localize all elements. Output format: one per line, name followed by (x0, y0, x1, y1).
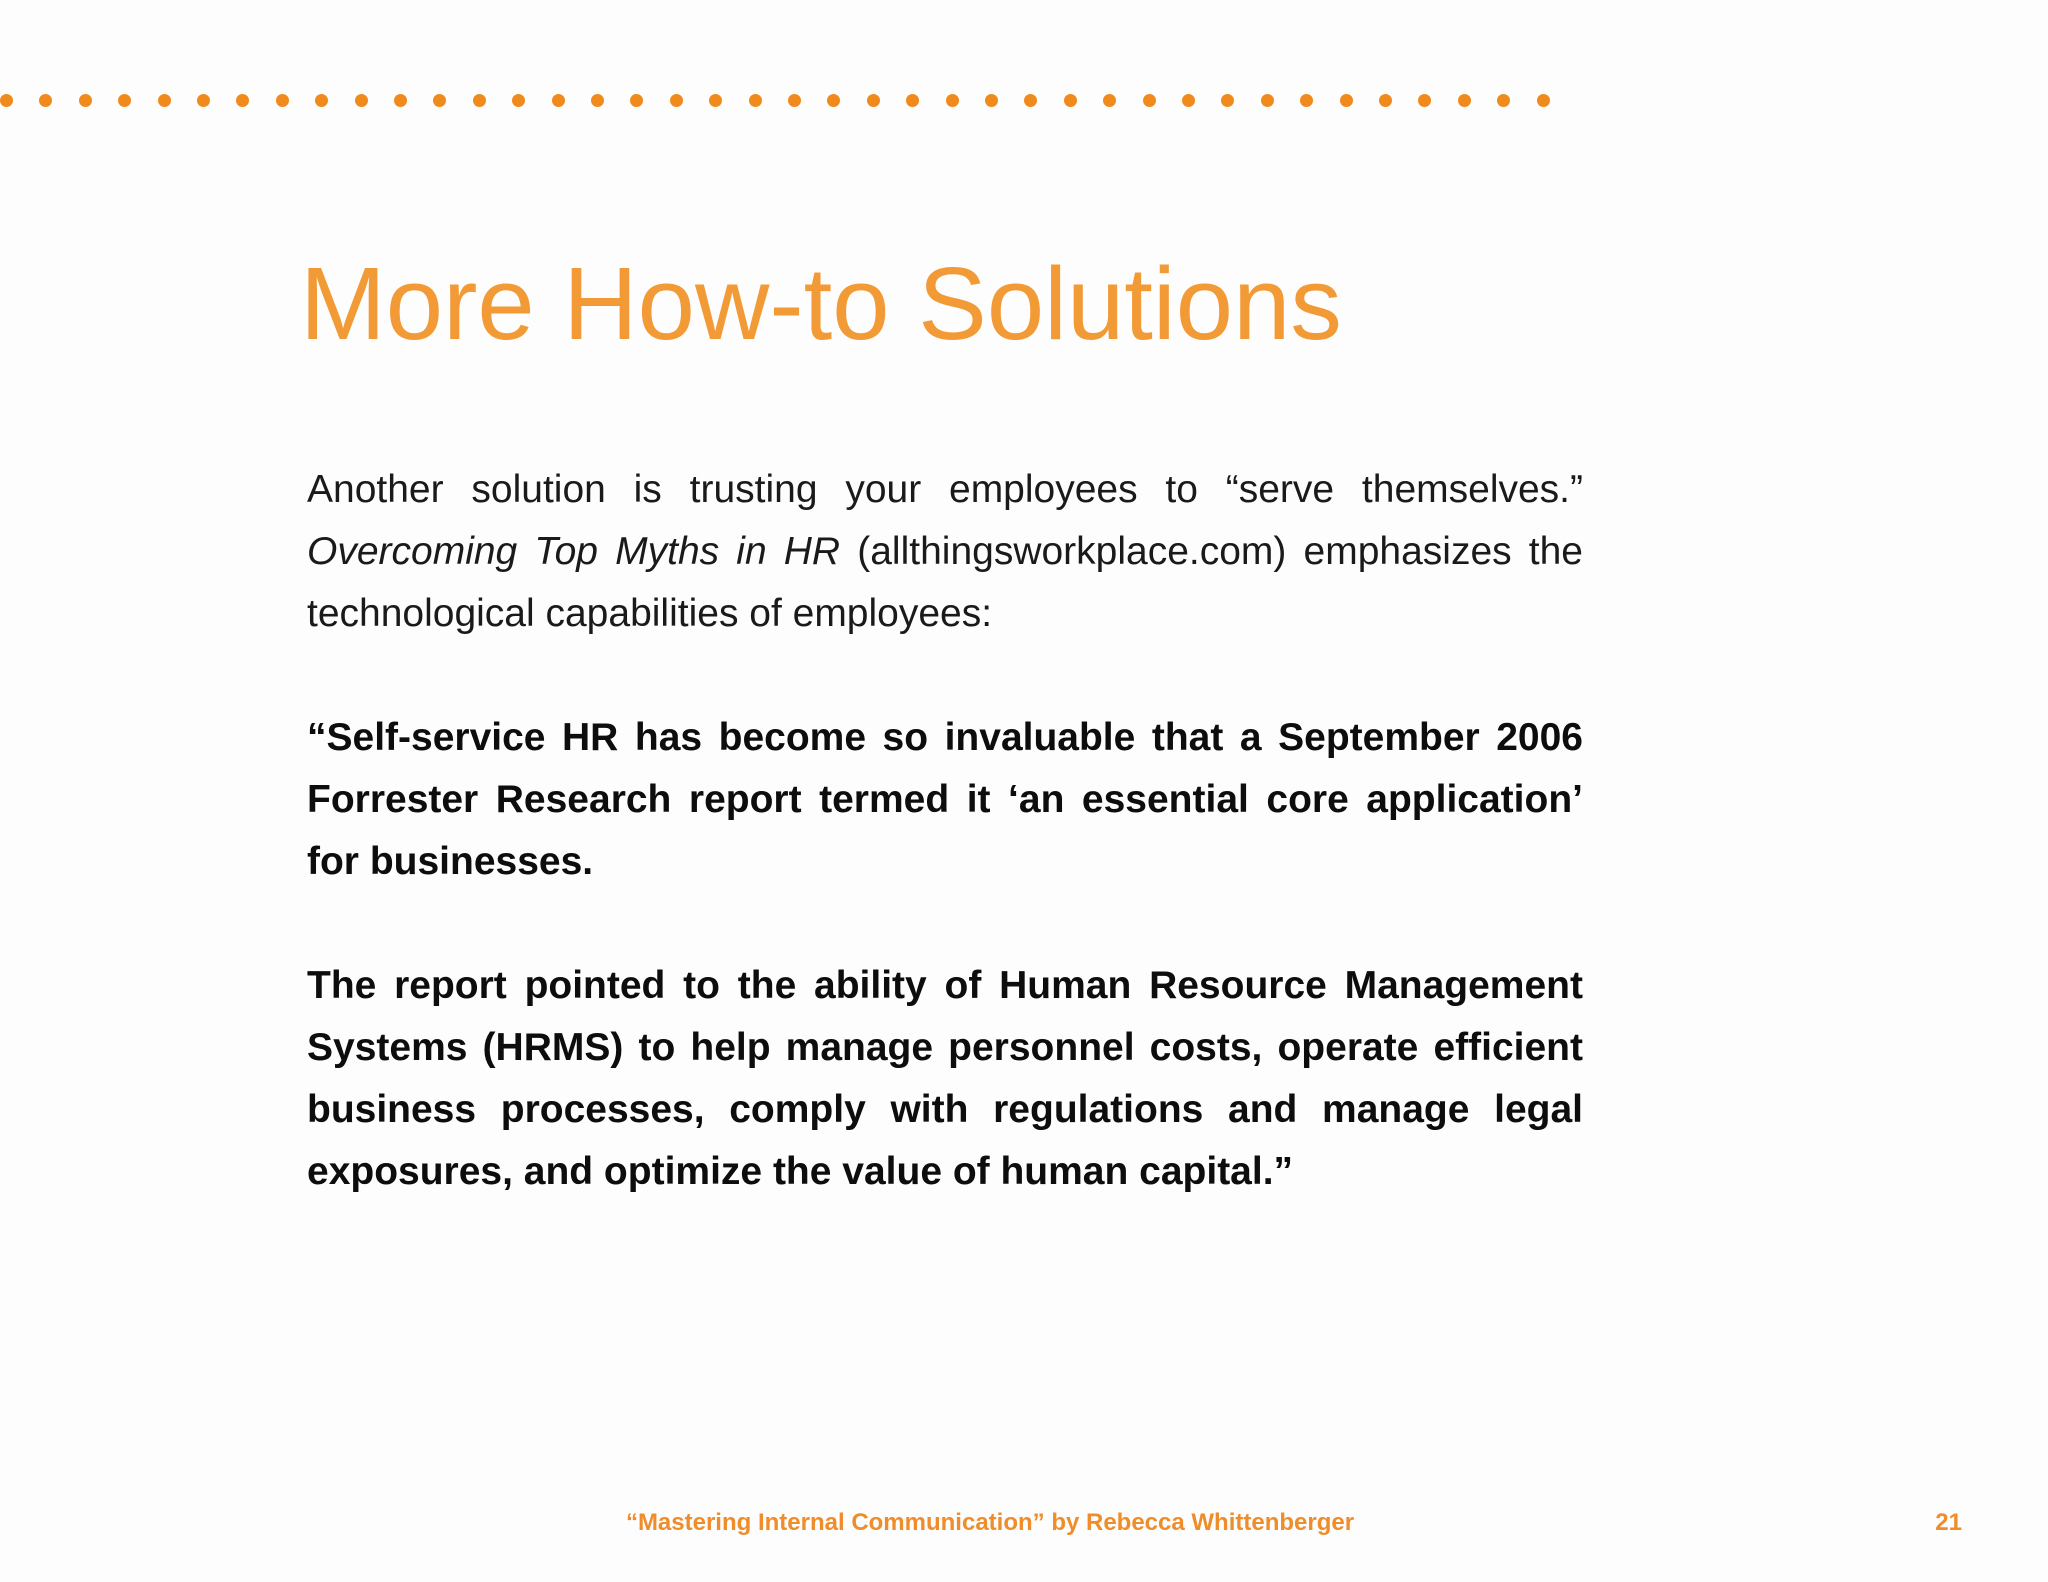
decorative-dot (1064, 94, 1077, 107)
decorative-dot (158, 94, 171, 107)
decorative-dot (394, 94, 407, 107)
decorative-dot (867, 94, 880, 107)
decorative-dot (709, 94, 722, 107)
decorative-dot (39, 94, 52, 107)
decorative-dot (749, 94, 762, 107)
decorative-dot (1143, 94, 1156, 107)
decorative-dot (1300, 94, 1313, 107)
intro-rest: (allthingsworkplace.com) emphasizes the technological capabilities of employees: (307, 530, 1583, 635)
decorative-dot (79, 94, 92, 107)
decorative-dot (552, 94, 565, 107)
quote-paragraph-1: “Self-service HR has become so invaluable that a September 2006 Forrester Research report termed it ‘an essential core application’ for businesses. (307, 716, 1583, 883)
decorative-dot (1182, 94, 1195, 107)
page-number: 21 (1935, 1509, 1962, 1536)
decorative-dot (512, 94, 525, 107)
decorative-dot (1418, 94, 1431, 107)
decorative-dot (276, 94, 289, 107)
decorative-dot (591, 94, 604, 107)
decorative-dot (0, 94, 13, 107)
decorative-dot (1103, 94, 1116, 107)
footer-credit: “Mastering Internal Communication” by Rebecca Whittenberger (625, 1509, 1355, 1536)
decorative-dot (1458, 94, 1471, 107)
decorative-dot (355, 94, 368, 107)
body-content (307, 459, 1583, 1203)
decorative-dot (1261, 94, 1274, 107)
decorative-dot (197, 94, 210, 107)
decorative-dot (1024, 94, 1037, 107)
decorative-dot (906, 94, 919, 107)
decorative-dot (473, 94, 486, 107)
decorative-dot (985, 94, 998, 107)
decorative-dot (630, 94, 643, 107)
decorative-dot (670, 94, 683, 107)
decorative-dot (236, 94, 249, 107)
dotted-rule (0, 94, 1536, 108)
intro-paragraph (307, 459, 1583, 645)
decorative-dot (946, 94, 959, 107)
page-title: More How-to Solutions (300, 246, 1342, 361)
intro-lead: Another solution is trusting your employees to “serve themselves.” (307, 468, 1583, 511)
quote-paragraph-2: The report pointed to the ability of Human Resource Management Systems (HRMS) to help manage personnel costs, operate efficient business processes, comply with regulations and manage legal exposures, and optimize the value of human capital.” (307, 964, 1583, 1193)
decorative-dot (433, 94, 446, 107)
decorative-dot (315, 94, 328, 107)
decorative-dot (827, 94, 840, 107)
decorative-dot (788, 94, 801, 107)
decorative-dot (118, 94, 131, 107)
decorative-dot (1379, 94, 1392, 107)
decorative-dot (1340, 94, 1353, 107)
source-title: Overcoming Top Myths in HR (307, 530, 841, 573)
decorative-dot (1221, 94, 1234, 107)
decorative-dot (1497, 94, 1510, 107)
decorative-dot (1537, 94, 1550, 107)
